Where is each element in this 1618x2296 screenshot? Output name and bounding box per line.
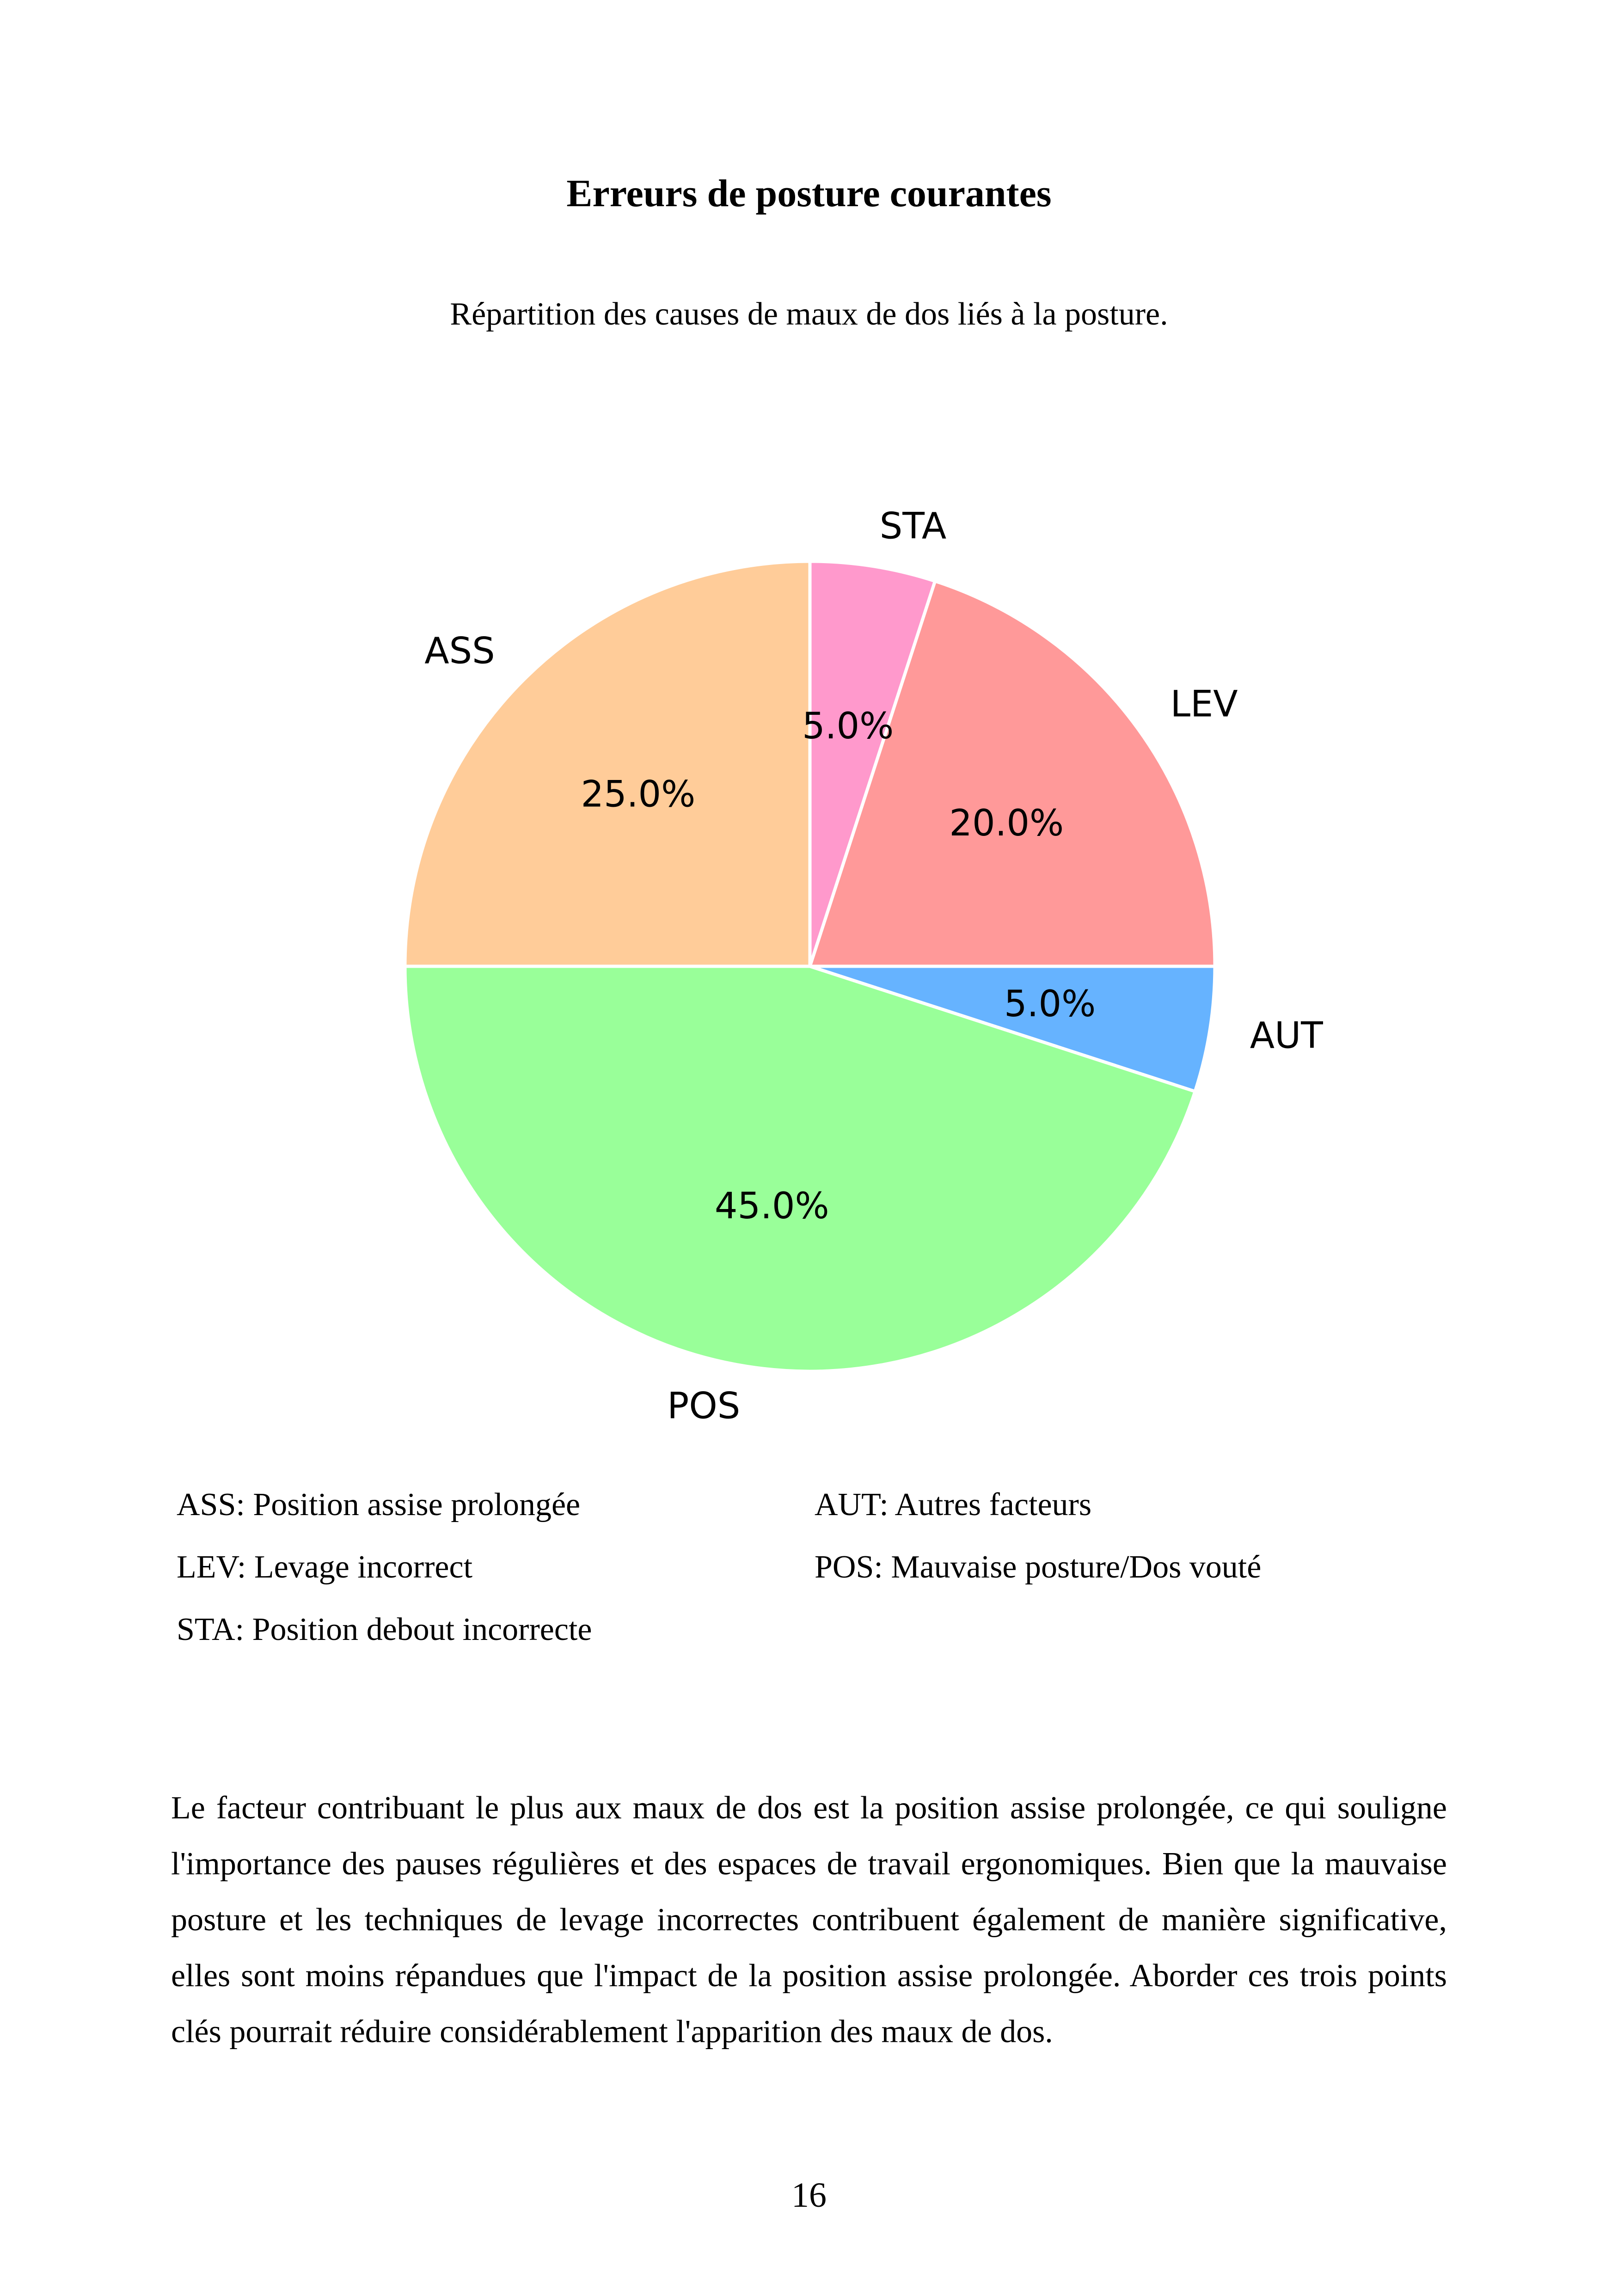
legend-item-ass: ASS: Position assise prolongée	[177, 1487, 581, 1522]
chart-title: Erreurs de posture courantes	[566, 172, 1052, 215]
slice-label-lev: LEV	[1170, 683, 1238, 725]
legend-item-pos: POS: Mauvaise posture/Dos vouté	[815, 1549, 1262, 1585]
chart-subtitle: Répartition des causes de maux de dos liés à la posture.	[450, 296, 1168, 332]
page-number: 16	[791, 2176, 827, 2215]
pie-slice-ass	[405, 561, 810, 966]
slice-percent-pos: 45.0%	[714, 1185, 829, 1228]
slice-label-aut: AUT	[1250, 1015, 1323, 1057]
slice-label-sta: STA	[879, 505, 947, 547]
pie-wedges	[405, 561, 1215, 1371]
slice-percent-ass: 25.0%	[581, 774, 696, 816]
slice-percent-lev: 20.0%	[949, 803, 1064, 845]
slice-label-pos: POS	[667, 1385, 741, 1427]
slice-percent-aut: 5.0%	[1004, 983, 1096, 1025]
slice-percent-sta: 5.0%	[802, 705, 894, 747]
slice-label-ass: ASS	[424, 630, 495, 672]
legend-item-sta: STA: Position debout incorrecte	[177, 1612, 592, 1647]
legend-item-lev: LEV: Levage incorrect	[177, 1549, 473, 1585]
body-paragraph: Le facteur contribuant le plus aux maux de dos est la position assise prolongée, ce qui souligne l'importance des pauses régulières et des espaces de travail ergonomiques. Bien que la mauvaise posture et les techniques de levage incorrectes contribuent également de manière significative, elles sont moins répandues que l'impact de la position assise prolongée. Aborder ces trois points clés pourrait réduire considérablement l'apparition des maux de dos.	[171, 1790, 1447, 2050]
legend-item-aut: AUT: Autres facteurs	[815, 1487, 1092, 1522]
legend	[177, 1486, 1471, 1690]
